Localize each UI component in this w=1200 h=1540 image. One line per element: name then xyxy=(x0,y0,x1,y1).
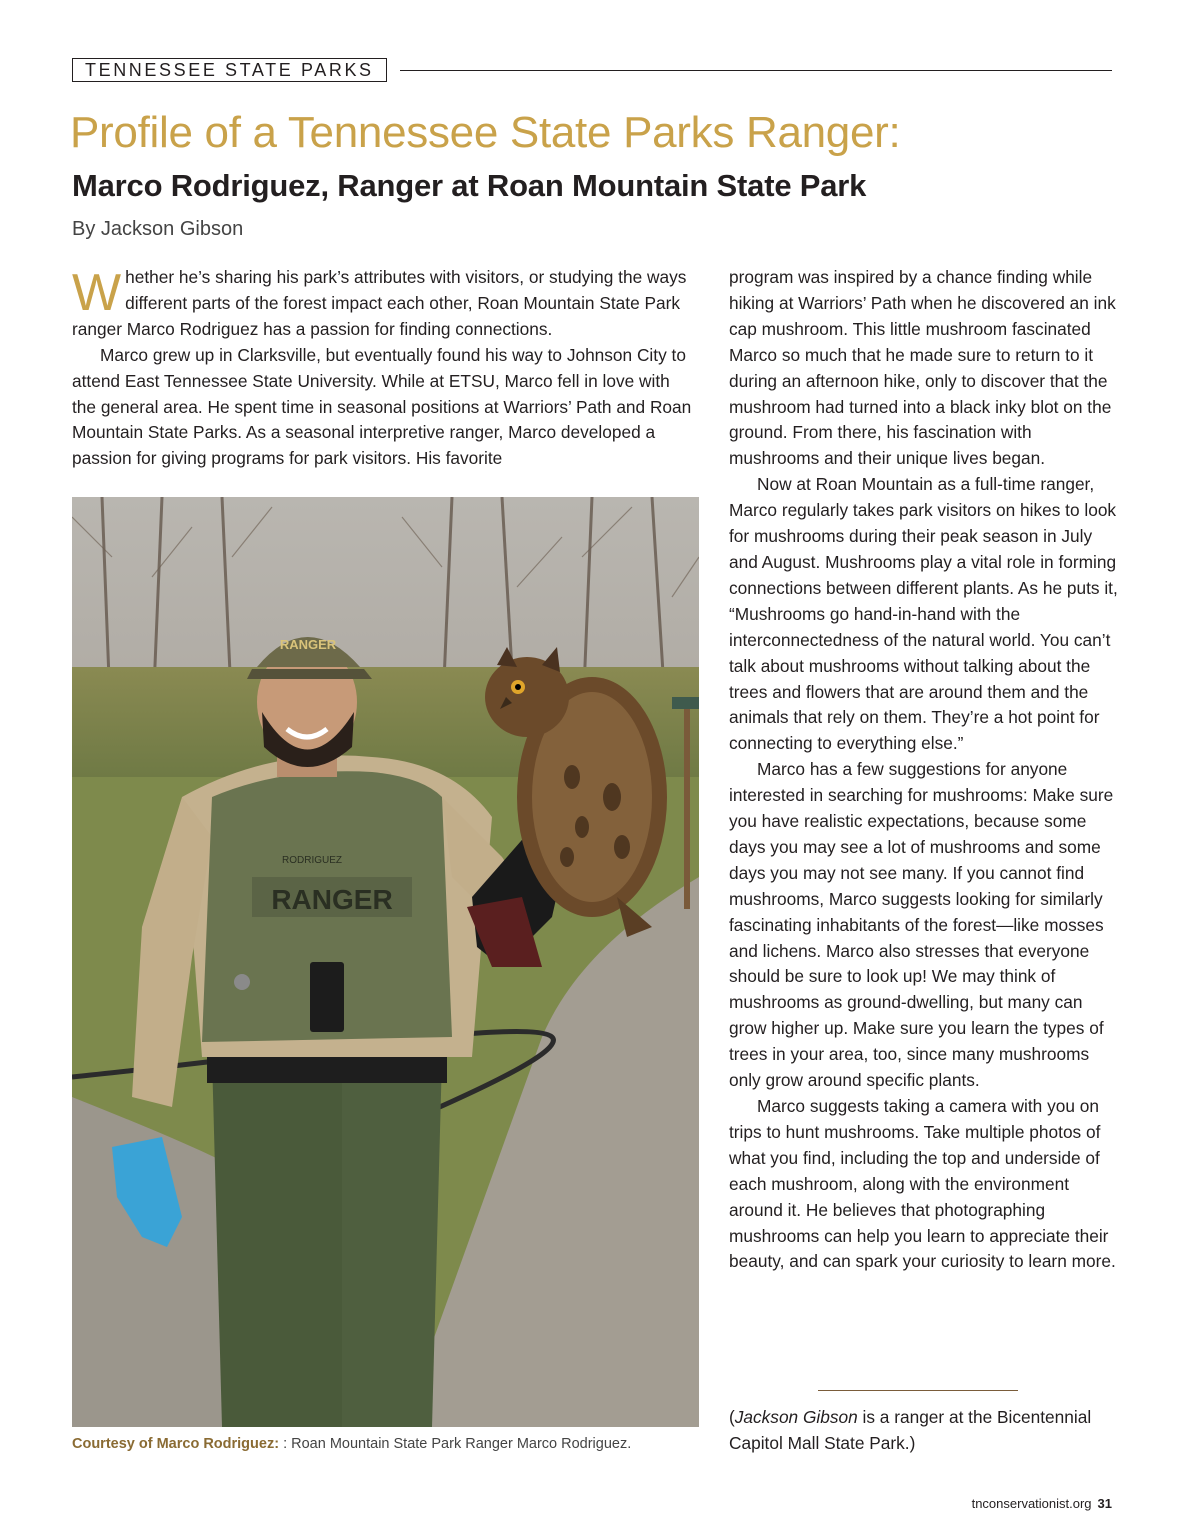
article-subtitle: Marco Rodriguez, Ranger at Roan Mountain State Park xyxy=(72,168,867,203)
author-note xyxy=(729,1404,1119,1456)
byline: By Jackson Gibson xyxy=(72,218,244,240)
page-footer xyxy=(972,1496,1112,1511)
paragraph-3: Now at Roan Mountain as a full-time ranger, Marco regularly takes park visitors on hikes to look for mushrooms during their peak season in July and August. Mushrooms play a vital role in forming connections between different plants. As he puts it, “Mushrooms go hand-in-hand with the interconnectedness of the natural world. You can’t talk about mushrooms without talking about the trees and flowers that are around them and the animals that rely on them. They’re a hot point for connecting to everything else.” xyxy=(729,474,1118,754)
paragraph-1 xyxy=(72,265,692,343)
paragraph-5: Marco suggests taking a camera with you on trips to hunt mushrooms. Take multiple photos of what you find, including the top and underside of each mushroom, along with the environment around it. He believes that photographing mushrooms can help you learn to appreciate their beauty, and can spark your curiosity to learn more. xyxy=(729,1096,1116,1272)
caption-text: : Roan Mountain State Park Ranger Marco Rodriguez. xyxy=(279,1436,632,1452)
cap-ranger-text: RANGER xyxy=(279,637,337,652)
right-column xyxy=(729,265,1119,1275)
section-label-text: TENNESSEE STATE PARKS xyxy=(85,60,374,80)
name-tag-text: RODRIGUEZ xyxy=(282,855,342,866)
caption-credit: Courtesy of Marco Rodriguez: xyxy=(72,1436,280,1452)
paragraph-1-text: hether he’s sharing his park’s attributes with visitors, or studying the ways different parts of the forest impact each other, Roan Mountain State Park ranger Marco Rodriguez has a passion for finding connections. xyxy=(72,267,687,339)
ranger-photo xyxy=(72,497,699,1427)
paragraph-2-continued: program was inspired by a chance finding while hiking at Warriors’ Path when he discovered an ink cap mushroom. This little mushroom fascinated Marco so much that he made sure to return to it during an afternoon hike, only to discover that the mushroom had turned into a black inky blot on the ground. From there, his fascination with mushrooms and their unique lives began. xyxy=(729,267,1116,469)
left-column xyxy=(72,265,692,472)
article-title: Profile of a Tennessee State Parks Ranger: xyxy=(70,108,901,157)
section-rule xyxy=(400,70,1112,71)
author-note-name: Jackson Gibson xyxy=(734,1407,858,1427)
paragraph-4: Marco has a few suggestions for anyone interested in searching for mushrooms: Make sure you have realistic expectations, because some days you may see a lot of mushrooms and some days you may not see many. If you cannot find mushrooms, Marco suggests looking for similarly fascinating inhabitants of the forest—like mosses and lichens. Marco also stresses that everyone should be sure to look up! We may think of mushrooms as ground-dwelling, but many can grow higher up. Make sure you learn the types of trees in your area, too, since many mushrooms only grow around specific plants. xyxy=(729,759,1114,1091)
drop-cap: W xyxy=(72,264,122,322)
end-rule xyxy=(818,1390,1018,1391)
photo-caption xyxy=(72,1436,631,1452)
author-note-text: is a ranger at the Bicentennial Capitol Mall State Park.) xyxy=(729,1407,1092,1453)
author-note-open: ( xyxy=(729,1407,735,1427)
section-label xyxy=(72,58,387,82)
paragraph-2: Marco grew up in Clarksville, but eventually found his way to Johnson City to attend East Tennessee State University. While at ETSU, Marco fell in love with the general area. He spent time in seasonal positions at Warriors’ Path and Roan Mountain State Parks. As a seasonal interpretive ranger, Marco developed a passion for giving programs for park visitors. His favorite xyxy=(72,344,692,469)
footer-site: tnconservationist.org xyxy=(971,1496,1092,1511)
vest-ranger-text: RANGER xyxy=(271,884,393,915)
page-number: 31 xyxy=(1097,1496,1112,1511)
